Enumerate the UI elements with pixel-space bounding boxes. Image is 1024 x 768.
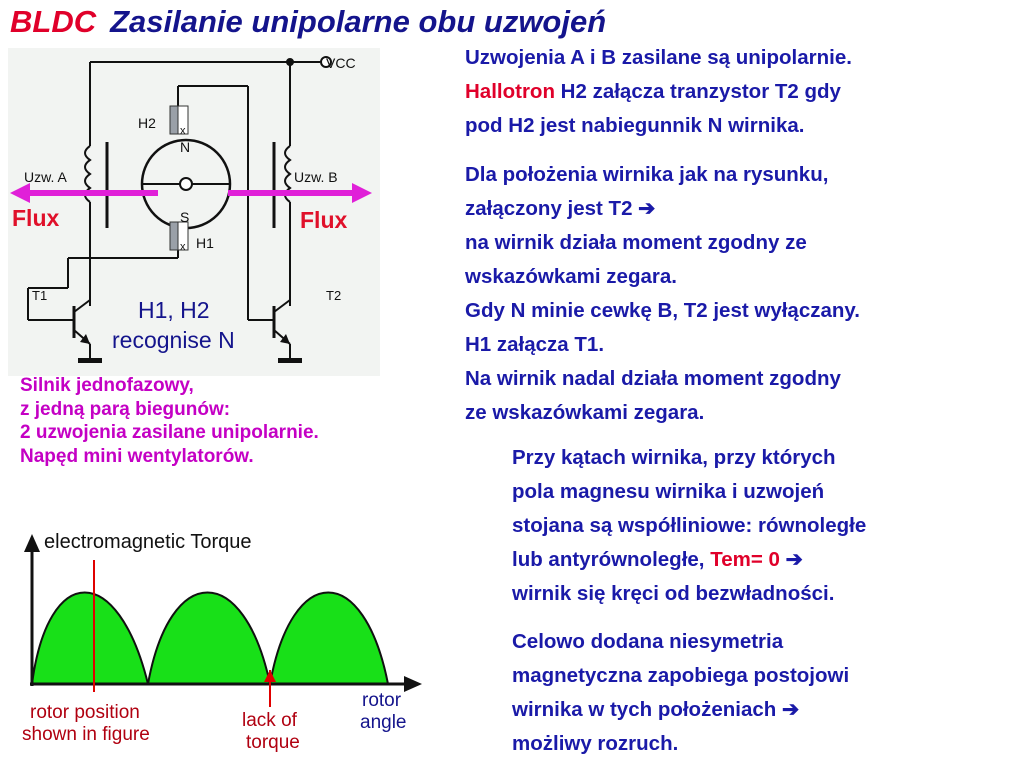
note-line: z jedną parą biegunów: bbox=[20, 398, 231, 420]
text-line: pod H2 jest nabiegunnik N wirnika. bbox=[465, 114, 805, 137]
h1-label: H1 bbox=[196, 235, 214, 251]
pole-n-label: N bbox=[180, 139, 191, 155]
title-prefix: BLDC bbox=[10, 4, 97, 39]
text-line: Na wirnik nadal działa moment zgodny bbox=[465, 367, 841, 390]
text-line: ze wskazówkami zegara. bbox=[465, 401, 705, 424]
pole-s-label: S bbox=[180, 209, 190, 225]
rotor-position-label-1: rotor position bbox=[30, 702, 140, 723]
title-text: Zasilanie unipolarne obu uzwojeń bbox=[110, 4, 607, 39]
text-line bbox=[512, 543, 1022, 577]
rotor-angle-label-1: rotor bbox=[362, 690, 402, 711]
flux-right-label: Flux bbox=[300, 207, 348, 233]
text-line: H1 załącza T1. bbox=[465, 333, 605, 356]
zero-torque-paragraph bbox=[512, 441, 1022, 611]
note-line: Napęd mini wentylatorów. bbox=[20, 445, 254, 467]
text-line: wirnika w tych położeniach ➔ bbox=[512, 698, 800, 721]
uzw-b-label: Uzw. B bbox=[294, 169, 338, 185]
text-line: wirnik się kręci od bezwładności. bbox=[512, 582, 835, 605]
note-line: Silnik jednofazowy, bbox=[20, 375, 194, 396]
text-line: na wirnik działa moment zgodny ze bbox=[465, 231, 807, 254]
text-line: Dla położenia wirnika jak na rysunku, bbox=[465, 163, 829, 186]
sensor-x-top: x bbox=[180, 125, 186, 137]
text-line: Celowo dodana niesymetria bbox=[512, 630, 784, 653]
uzw-a-label: Uzw. A bbox=[24, 169, 67, 185]
circuit-diagram bbox=[8, 48, 380, 376]
tem-zero: Tem= 0 bbox=[710, 548, 780, 571]
recognise-line2: recognise N bbox=[112, 327, 235, 353]
text-line: magnetyczna zapobiega postojowi bbox=[512, 664, 850, 687]
rotor-position-label-2: shown in figure bbox=[22, 724, 150, 745]
sensor-x-bottom: x bbox=[180, 241, 186, 253]
recognise-line1: H1, H2 bbox=[138, 297, 210, 323]
t2-label: T2 bbox=[326, 288, 342, 303]
text-line bbox=[465, 75, 1020, 109]
h2-label: H2 bbox=[138, 115, 156, 131]
text-line: możliwy rozruch. bbox=[512, 732, 679, 755]
lack-torque-label-2: torque bbox=[246, 732, 300, 753]
text-line: Przy kątach wirnika, przy których bbox=[512, 446, 836, 469]
rotor-angle-label-2: angle bbox=[360, 712, 407, 733]
torque-chart-title: electromagnetic Torque bbox=[44, 531, 252, 553]
text-line: załączony jest T2 ➔ bbox=[465, 197, 656, 220]
text-line: Gdy N minie cewkę B, T2 jest wyłączany. bbox=[465, 299, 860, 322]
asymmetry-paragraph bbox=[512, 625, 1022, 761]
rotor-position-paragraph bbox=[465, 158, 1020, 430]
text-line: pola magnesu wirnika i uzwojeń bbox=[512, 480, 825, 503]
text-line: stojana są współliniowe: równoległe bbox=[512, 514, 867, 537]
text-line: wskazówkami zegara. bbox=[465, 265, 677, 288]
t1-label: T1 bbox=[32, 288, 48, 303]
slide-title bbox=[10, 4, 606, 40]
hall-paragraph bbox=[465, 41, 1020, 143]
text-span: ➔ bbox=[779, 548, 803, 571]
vcc-label: VCC bbox=[326, 55, 356, 71]
text-line: Uzwojenia A i B zasilane są unipolarnie. bbox=[465, 46, 852, 69]
flux-left-label: Flux bbox=[12, 205, 60, 231]
torque-diagram bbox=[8, 522, 424, 762]
lack-torque-label-1: lack of bbox=[242, 710, 297, 731]
text-span: lub antyrównoległe, bbox=[512, 548, 711, 571]
text-span: H2 załącza tranzystor T2 gdy bbox=[554, 80, 841, 103]
hallotron-word: Hallotron bbox=[465, 80, 555, 103]
note-line: 2 uzwojenia zasilane unipolarnie. bbox=[20, 422, 319, 443]
motor-description bbox=[20, 374, 440, 468]
